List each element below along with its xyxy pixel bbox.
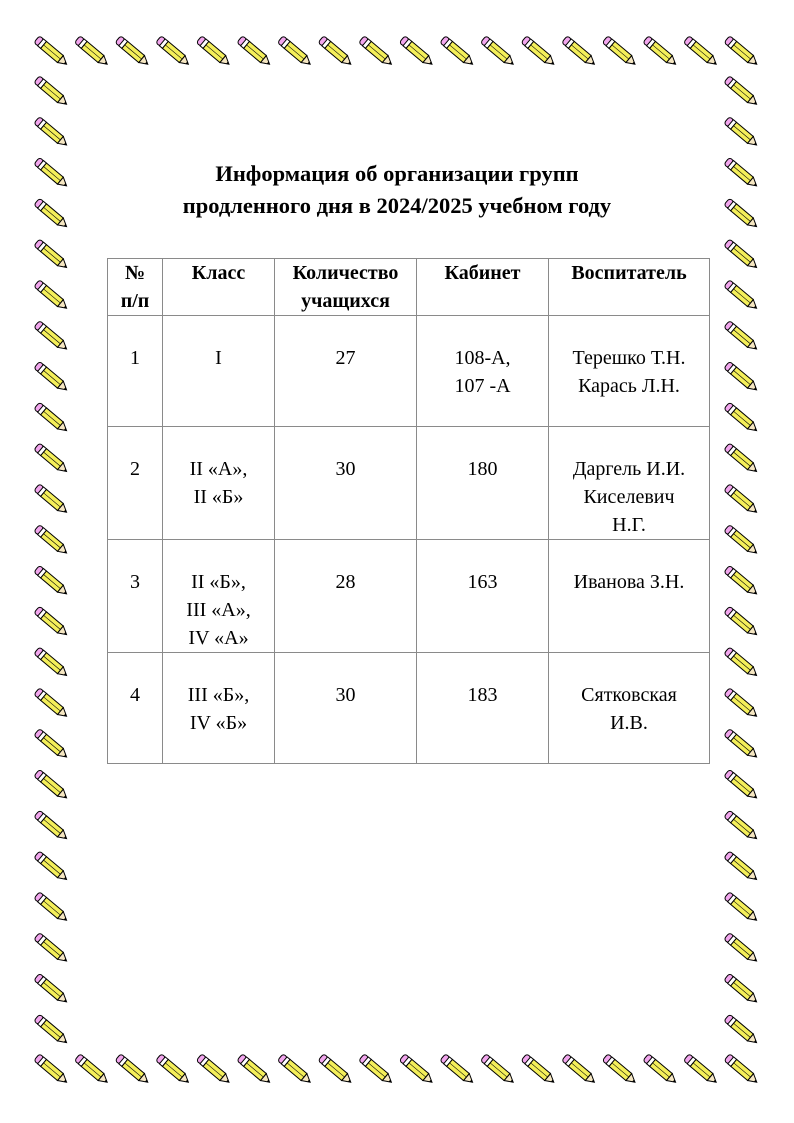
pencil-icon [724,36,760,68]
pencil-icon [724,524,760,556]
table-header-row [108,259,710,316]
pencil-icon [318,36,354,68]
cell-teacher: Сятковская И.В. [549,653,710,764]
pencil-icon [34,892,70,924]
pencil-icon [724,320,760,352]
pencil-icon [34,1014,70,1046]
pencil-icon [724,239,760,271]
cell-teacher: Иванова З.Н. [549,540,710,653]
cell-number: 1 [108,316,163,427]
pencil-icon [34,320,70,352]
header-room: Кабинет [417,259,549,316]
pencil-icon [683,1054,719,1086]
pencil-icon [521,1054,557,1086]
pencil-icon [74,1054,110,1086]
pencil-icon [724,565,760,597]
table-row [108,653,710,764]
cell-class: III «Б», IV «Б» [163,653,275,764]
pencil-icon [724,484,760,516]
pencil-icon [480,1054,516,1086]
pencil-icon [34,443,70,475]
pencil-icon [724,361,760,393]
pencil-icon [724,973,760,1005]
header-count: Количество учащихся [275,259,417,316]
pencil-icon [724,76,760,108]
pencil-icon [277,36,313,68]
table-row [108,540,710,653]
pencil-icon [724,198,760,230]
pencil-icon [724,280,760,312]
pencil-icon [724,157,760,189]
pencil-icon [34,116,70,148]
pencil-icon [34,973,70,1005]
pencil-icon [724,932,760,964]
pencil-icon [34,484,70,516]
pencil-icon [34,239,70,271]
cell-number: 2 [108,427,163,540]
header-class: Класс [163,259,275,316]
pencil-icon [521,36,557,68]
cell-class: II «Б», III «А», IV «А» [163,540,275,653]
pencil-icon [683,36,719,68]
pencil-icon [440,1054,476,1086]
pencil-icon [399,36,435,68]
pencil-icon [602,36,638,68]
cell-teacher: Даргель И.И. Киселевич Н.Г. [549,427,710,540]
pencil-icon [562,36,598,68]
pencil-icon [34,851,70,883]
pencil-icon [480,36,516,68]
pencil-icon [724,647,760,679]
pencil-icon [724,402,760,434]
pencil-icon [237,1054,273,1086]
pencil-icon [724,892,760,924]
cell-class: I [163,316,275,427]
cell-class: II «А», II «Б» [163,427,275,540]
pencil-icon [724,810,760,842]
pencil-icon [724,443,760,475]
pencil-icon [399,1054,435,1086]
pencil-icon [196,1054,232,1086]
header-number: № п/п [108,259,163,316]
pencil-icon [156,36,192,68]
pencil-icon [34,198,70,230]
pencil-icon [156,1054,192,1086]
pencil-icon [34,1054,70,1086]
table-row [108,427,710,540]
pencil-icon [34,606,70,638]
groups-table [107,258,710,764]
cell-number: 4 [108,653,163,764]
cell-count: 30 [275,653,417,764]
pencil-icon [34,361,70,393]
pencil-icon [359,1054,395,1086]
pencil-icon [34,157,70,189]
pencil-icon [562,1054,598,1086]
pencil-icon [724,728,760,760]
pencil-icon [34,810,70,842]
pencil-icon [34,402,70,434]
cell-number: 3 [108,540,163,653]
pencil-icon [34,280,70,312]
pencil-icon [724,688,760,720]
pencil-icon [34,647,70,679]
cell-room: 163 [417,540,549,653]
cell-count: 27 [275,316,417,427]
title-line-2: продленного дня в 2024/2025 учебном году [182,193,612,218]
cell-room: 108-А, 107 -А [417,316,549,427]
pencil-icon [34,565,70,597]
cell-teacher: Терешко Т.Н. Карась Л.Н. [549,316,710,427]
pencil-icon [643,1054,679,1086]
pencil-icon [115,1054,151,1086]
pencil-icon [34,36,70,68]
pencil-icon [237,36,273,68]
pencil-icon [440,36,476,68]
pencil-icon [74,36,110,68]
pencil-icon [724,851,760,883]
cell-count: 28 [275,540,417,653]
pencil-icon [724,769,760,801]
pencil-icon [34,524,70,556]
pencil-icon [359,36,395,68]
pencil-icon [724,116,760,148]
header-teacher: Воспитатель [549,259,710,316]
pencil-icon [318,1054,354,1086]
pencil-icon [34,76,70,108]
cell-room: 183 [417,653,549,764]
pencil-icon [277,1054,313,1086]
table-row [108,316,710,427]
page-title [100,158,694,222]
pencil-icon [34,688,70,720]
pencil-icon [34,932,70,964]
pencil-icon [602,1054,638,1086]
cell-room: 180 [417,427,549,540]
pencil-icon [34,728,70,760]
title-line-1: Информация об организации групп [215,161,579,186]
pencil-icon [115,36,151,68]
pencil-icon [34,769,70,801]
pencil-icon [724,1014,760,1046]
pencil-icon [196,36,232,68]
pencil-icon [724,606,760,638]
cell-count: 30 [275,427,417,540]
pencil-icon [643,36,679,68]
pencil-icon [724,1054,760,1086]
